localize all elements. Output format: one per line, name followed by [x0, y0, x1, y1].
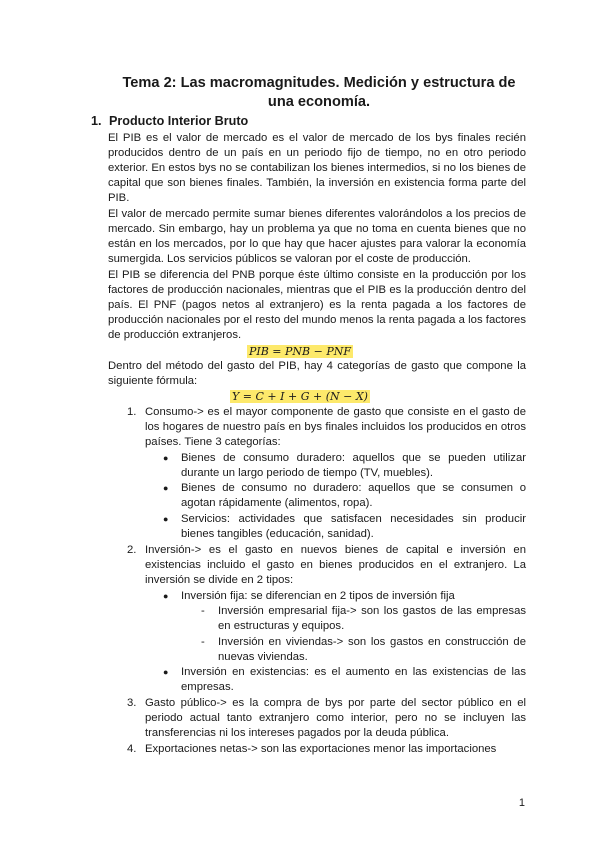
- dash-marker: -: [201, 636, 205, 648]
- formula-y-text: Y = C + I + G + (N − X): [232, 390, 368, 403]
- section-number: 1.: [91, 114, 102, 128]
- page-number: 1: [518, 797, 525, 809]
- paragraph-pib-vs-pnb: El PIB se diferencia del PNB porque éste último consiste en la producción por los factores de producción nacionales, mientras que el PIB es la producción dentro del país. El PNF (pagos netos al extranjero) es la renta pagada a los factores de producción nacionales por el resto del mundo menos la renta pagada a los factores de producción extranjeros.: [108, 269, 526, 342]
- bullet-icon: ●: [163, 514, 169, 524]
- bullet-icon: ●: [163, 453, 169, 463]
- bullet-icon: ●: [163, 591, 169, 601]
- list-item-inversion-fija: Inversión fija: se diferencian en 2 tipos de inversión fija: [181, 590, 455, 602]
- list-item-existencias: Inversión en existencias: es el aumento en las existencias de las empresas.: [181, 666, 526, 694]
- paragraph-gasto-method: Dentro del método del gasto del PIB, hay 4 categorías de gasto que compone la siguiente fórmula:: [108, 360, 526, 388]
- list-item-duradero: Bienes de consumo duradero: aquellos que se pueden utilizar durante un largo periodo de tiempo (TV, muebles).: [181, 452, 526, 480]
- list-marker: 4.: [127, 743, 137, 755]
- formula-y: [0, 390, 600, 403]
- page-title: Tema 2: Las macromagnitudes. Medición y estructura de una economía.: [122, 75, 516, 110]
- formula-pib: [0, 345, 600, 358]
- list-item-gasto-publico: Gasto público-> es la compra de bys por parte del sector público en el periodo actual tanto extranjero como interior, pero no se incluyen las transferencias ni los intereses pagados por la deuda pública.: [145, 697, 526, 740]
- list-marker: 2.: [127, 544, 137, 556]
- formula-pib-text: PIB = PNB − PNF: [248, 345, 352, 358]
- list-item-viviendas: Inversión en viviendas-> son los gastos en construcción de nuevas viviendas.: [218, 636, 526, 664]
- list-item-no-duradero: Bienes de consumo no duradero: aquellos que se consumen o agotan rápidamente (alimentos, ropa).: [181, 482, 526, 510]
- list-marker: 1.: [127, 406, 137, 418]
- paragraph-pib-definition: El PIB es el valor de mercado es el valor de mercado de los bys finales recién producidos dentro de un país en un periodo fijo de tiempo, no en otro periodo exterior. En estos bys no se contabilizan los bienes intermedios, si no los bienes de capital que son bienes finales. También, la inversión en existencia forma parte del PIB.: [108, 132, 526, 205]
- bullet-icon: ●: [163, 667, 169, 677]
- section-heading: [91, 114, 248, 128]
- list-item-inversion: Inversión-> es el gasto en nuevos bienes de capital e inversión en existencias incluido el gasto en bienes producidos en el extranjero. La inversión se divide en 2 tipos:: [145, 544, 526, 587]
- section-heading-text: Producto Interior Bruto: [109, 114, 249, 128]
- list-item-consumo: Consumo-> es el mayor componente de gasto que consiste en el gasto de los hogares de nuestro país en bys finales incluidos los producidos en otros países. Tiene 3 categorías:: [145, 406, 526, 449]
- dash-marker: -: [201, 605, 205, 617]
- bullet-icon: ●: [163, 483, 169, 493]
- list-item-empresarial: Inversión empresarial fija-> son los gastos de las empresas en estructuras y equipos.: [218, 605, 526, 633]
- paragraph-market-value: El valor de mercado permite sumar bienes diferentes valorándolos a los precios de mercado. Sin embargo, hay un problema ya que no toma en cuenta bienes que no están en los mercados, por lo que hay que hacer ajustes para valorar la economía sumergida. Los servicios públicos se valoran por el coste de producción.: [108, 208, 526, 266]
- list-item-servicios: Servicios: actividades que satisfacen necesidades sin producir bienes tangibles (educación, sanidad).: [181, 513, 526, 541]
- list-item-exportaciones: Exportaciones netas-> son las exportaciones menor las importaciones: [145, 743, 497, 755]
- list-marker: 3.: [127, 697, 137, 709]
